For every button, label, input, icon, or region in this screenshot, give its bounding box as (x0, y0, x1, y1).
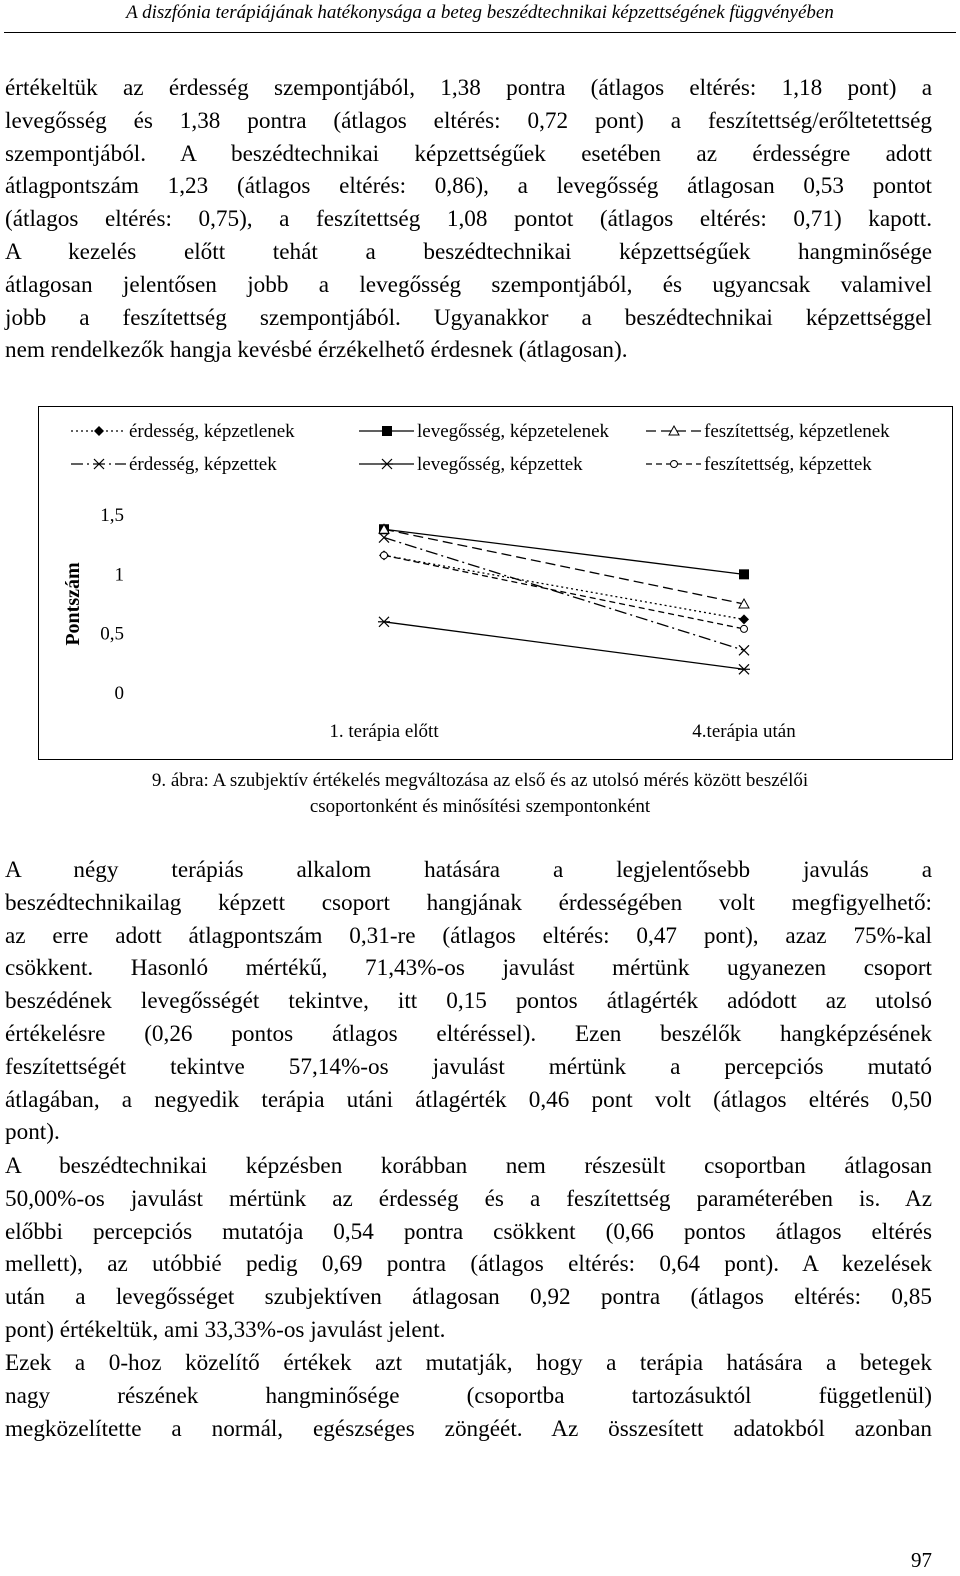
y-tick-label: 1,5 (100, 505, 124, 526)
running-header: A diszfónia terápiájának hatékonysága a beteg beszédtechnikai képzettségének függvényében (126, 2, 834, 23)
y-tick-label: 1 (114, 564, 124, 586)
data-point (381, 552, 388, 559)
data-point (739, 614, 749, 624)
paragraph-4 (5, 1347, 932, 1445)
series-line (384, 622, 744, 669)
line-chart (39, 407, 954, 761)
y-axis-label: Pontszám (62, 562, 84, 646)
text-line: beszédtechnikailag képzett csoport hangjának érdességében volt megfigyelhető: (5, 889, 932, 916)
text-line: átlagában, a negyedik terápia utáni átlagérték 0,46 pont volt (átlagos eltérés 0,50 (5, 1086, 932, 1113)
y-tick-label: 0 (114, 683, 124, 704)
legend-marker (382, 426, 392, 436)
data-point (739, 645, 749, 655)
data-point (738, 664, 750, 674)
paragraph-2 (5, 854, 932, 1149)
text-line: pont). (5, 1119, 60, 1146)
text-line: értékeltük az érdesség szempontjából, 1,38 pontra (átlagos eltérés: 1,18 pont) a (5, 75, 932, 101)
text-line: (átlagos eltérés: 0,75), a feszítettség 1,08 pontot (átlagos eltérés: 0,71) kapott. (5, 206, 932, 233)
series-line (384, 555, 744, 619)
data-point (378, 617, 390, 627)
page-number: 97 (911, 1548, 932, 1572)
text-line: csökkent. Hasonló mértékű, 71,43%-os javulást mértünk ugyanezen csoport (5, 955, 932, 982)
text-line: átlagpontszám 1,23 (átlagos eltérés: 0,86), a levegősség átlagosan 0,53 pontot (5, 173, 932, 200)
legend-marker (381, 459, 393, 469)
figure-caption-line-2: csoportonként és minősítési szempontonként (309, 796, 651, 817)
figure-caption-line-1: 9. ábra: A szubjektív értékelés megváltozása az első és az utolsó mérés között beszélői (151, 770, 809, 791)
text-line: levegősség és 1,38 pontra (átlagos eltérés: 0,72 pont) a feszítettség/erőltetettség (5, 107, 932, 134)
x-category-label: 4.terápia után (692, 721, 796, 742)
text-line: megközelítette a normál, egészséges zöngéét. Az összesített adatokból azonban (5, 1415, 932, 1442)
text-line: nem rendelkezők hangja kevésbé érzékelhető érdesnek (átlagosan). (5, 337, 628, 364)
series-line (384, 529, 744, 574)
x-category-label: 1. terápia előtt (329, 721, 439, 742)
text-line: Ezek a 0-hoz közelítő értékek azt mutatják, hogy a terápia hatására a betegek (5, 1350, 932, 1376)
chart-frame (38, 406, 953, 760)
text-line: 50,00%-os javulást mértünk az érdesség és a feszítettség paraméterében is. Az (5, 1185, 932, 1212)
legend-entry: érdesség, képzettek (129, 454, 277, 475)
legend-entry: érdesség, képzetlenek (129, 421, 295, 442)
legend-entry: feszítettség, képzetlenek (704, 421, 890, 442)
legend-entry: levegősség, képzetelenek (417, 421, 610, 442)
legend-marker (671, 461, 678, 468)
text-line: feszítettségét tekintve 57,14%-os javulást mértünk a percepciós mutató (5, 1053, 932, 1080)
text-line: az erre adott átlagpontszám 0,31-re (átlagos eltérés: 0,47 pont), azaz 75%-kal (5, 922, 932, 949)
text-line: A kezelés előtt tehát a beszédtechnikai képzettségűek hangminősége (5, 238, 932, 265)
text-line: átlagosan jelentősen jobb a levegősség szempontjából, és ugyancsak valamivel (5, 271, 932, 298)
data-point (741, 625, 748, 632)
text-line: mellett), az utóbbié pedig 0,69 pontra (átlagos eltérés: 0,64 pont). A kezelések (5, 1251, 932, 1278)
paragraph-1 (5, 72, 932, 367)
header-rule (4, 32, 956, 33)
legend-marker (94, 426, 104, 436)
text-line: A beszédtechnikai képzésben korábban nem részesült csoportban átlagosan (5, 1153, 932, 1179)
text-line: előbbi percepciós mutatója 0,54 pontra csökkent (0,66 pontos átlagos eltérés (5, 1218, 932, 1245)
legend-entry: feszítettség, képzettek (704, 454, 872, 475)
paragraph-3 (5, 1150, 932, 1347)
legend-entry: levegősség, képzettek (417, 454, 583, 475)
text-line: szempontjából. A beszédtechnikai képzettségűek esetében az érdességre adott (5, 140, 932, 167)
text-line: után a levegősséget szubjektíven átlagosan 0,92 pontra (átlagos eltérés: 0,85 (5, 1284, 932, 1311)
text-line: pont) értékeltük, ami 33,33%-os javulást jelent. (5, 1316, 446, 1343)
text-line: jobb a feszítettség szempontjából. Ugyanakkor a beszédtechnikai képzettséggel (5, 304, 932, 331)
text-line: értékelésre (0,26 pontos átlagos eltéréssel). Ezen beszélők hangképzésének (5, 1020, 932, 1047)
text-line: nagy részének hangminősége (csoportba tartozásuktól függetlenül) (5, 1382, 932, 1409)
series-line (384, 538, 744, 651)
data-point (739, 569, 749, 579)
text-line: A négy terápiás alkalom hatására a legjelentősebb javulás a (5, 857, 932, 883)
y-tick-label: 0,5 (100, 623, 124, 645)
text-line: beszédének levegősségét tekintve, itt 0,15 pontos átlagérték adódott az utolsó (5, 988, 932, 1015)
